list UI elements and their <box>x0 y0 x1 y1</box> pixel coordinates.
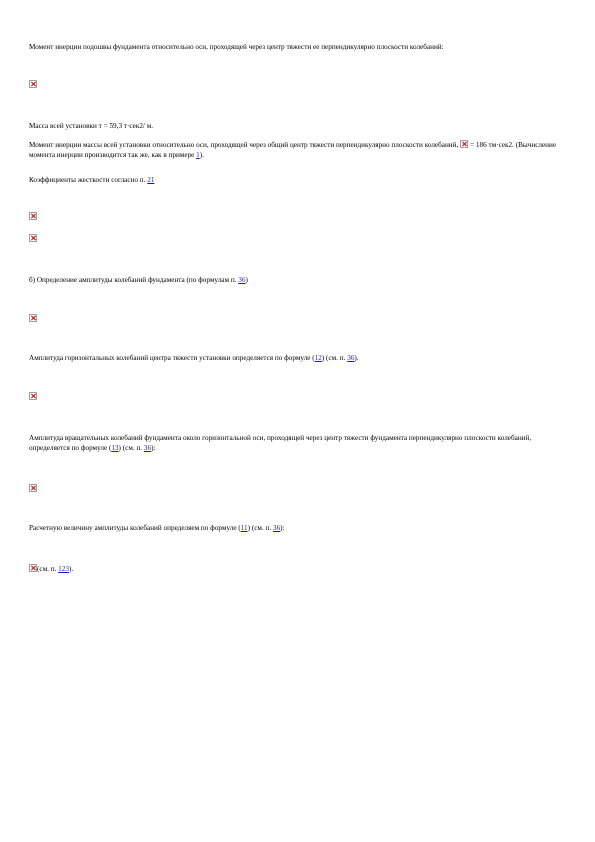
paragraph-moment-inertia-base <box>29 42 566 52</box>
formula-image-placeholder <box>29 234 37 242</box>
link-formula[interactable]: 11 <box>240 524 248 532</box>
link-example[interactable]: 1 <box>196 151 200 159</box>
paragraph-reference <box>29 564 566 574</box>
text: ) <box>245 276 248 284</box>
link-formula[interactable]: 12 <box>314 354 322 362</box>
link-section[interactable]: 36 <box>143 444 152 452</box>
formula-image-placeholder <box>29 212 37 220</box>
text: Момент инерции массы всей установки относительно оси, проходящей через общий центр тяжести перпендикулярно плоскости колебаний, <box>29 141 459 149</box>
text: ) (см. п. <box>321 354 346 362</box>
link-section[interactable]: 36 <box>272 524 281 532</box>
paragraph-amplitude-heading <box>29 275 566 285</box>
text: ). <box>199 151 204 159</box>
formula-image-placeholder <box>460 140 468 148</box>
text: ): <box>280 524 285 532</box>
text: (см. п. <box>37 565 57 573</box>
formula-image-placeholder <box>29 314 37 322</box>
text: ): <box>151 444 156 452</box>
paragraph-stiffness <box>29 175 566 185</box>
text: Коэффициенты жесткости согласно п. <box>29 176 146 184</box>
text: Момент инерции подошвы фундамента относительно оси, проходящей через центр тяжести ее перпендикулярно плоскости колебаний: <box>29 43 444 51</box>
link-section[interactable]: 36 <box>238 276 246 284</box>
text: ) (см. п. <box>118 444 143 452</box>
text: Амплитуда горизонтальных колебаний центра тяжести установки определяется по формуле ( <box>29 354 315 362</box>
text: Масса всей установки т = 59,3 т·сек2/ м. <box>29 122 154 130</box>
paragraph-mass <box>29 121 566 131</box>
link-formula[interactable]: 13 <box>111 444 119 452</box>
text: ) (см. п. <box>247 524 272 532</box>
formula-image-placeholder <box>29 484 37 492</box>
text: Амплитуда вращательных колебаний фундамента около горизонтальной оси, проходящей через центр тяжести фундамента перпендикулярно плоскости колебаний, определяется по формуле ( <box>29 434 532 452</box>
paragraph-horizontal-amplitude <box>29 353 566 363</box>
text: б) Определение амплитуды колебаний фундамента (по формулам п. <box>29 276 237 284</box>
paragraph-design-amplitude <box>29 523 566 533</box>
paragraph-moment-inertia-mass <box>29 140 566 160</box>
text: Расчетную величину амплитуды колебаний определяем по формуле ( <box>29 524 241 532</box>
text: = 186 тм·сек2. (Вычисление момента инерции производится так же, как в примере <box>29 141 557 159</box>
text: ). <box>354 354 359 362</box>
link-section[interactable]: 36 <box>347 354 355 362</box>
link-section[interactable]: 123 <box>58 565 69 573</box>
formula-image-placeholder <box>29 564 37 572</box>
link-section[interactable]: 21 <box>147 176 155 184</box>
text: ). <box>68 565 74 573</box>
formula-image-placeholder <box>29 392 37 400</box>
paragraph-rotational-amplitude <box>29 433 566 453</box>
formula-image-placeholder <box>29 80 37 88</box>
